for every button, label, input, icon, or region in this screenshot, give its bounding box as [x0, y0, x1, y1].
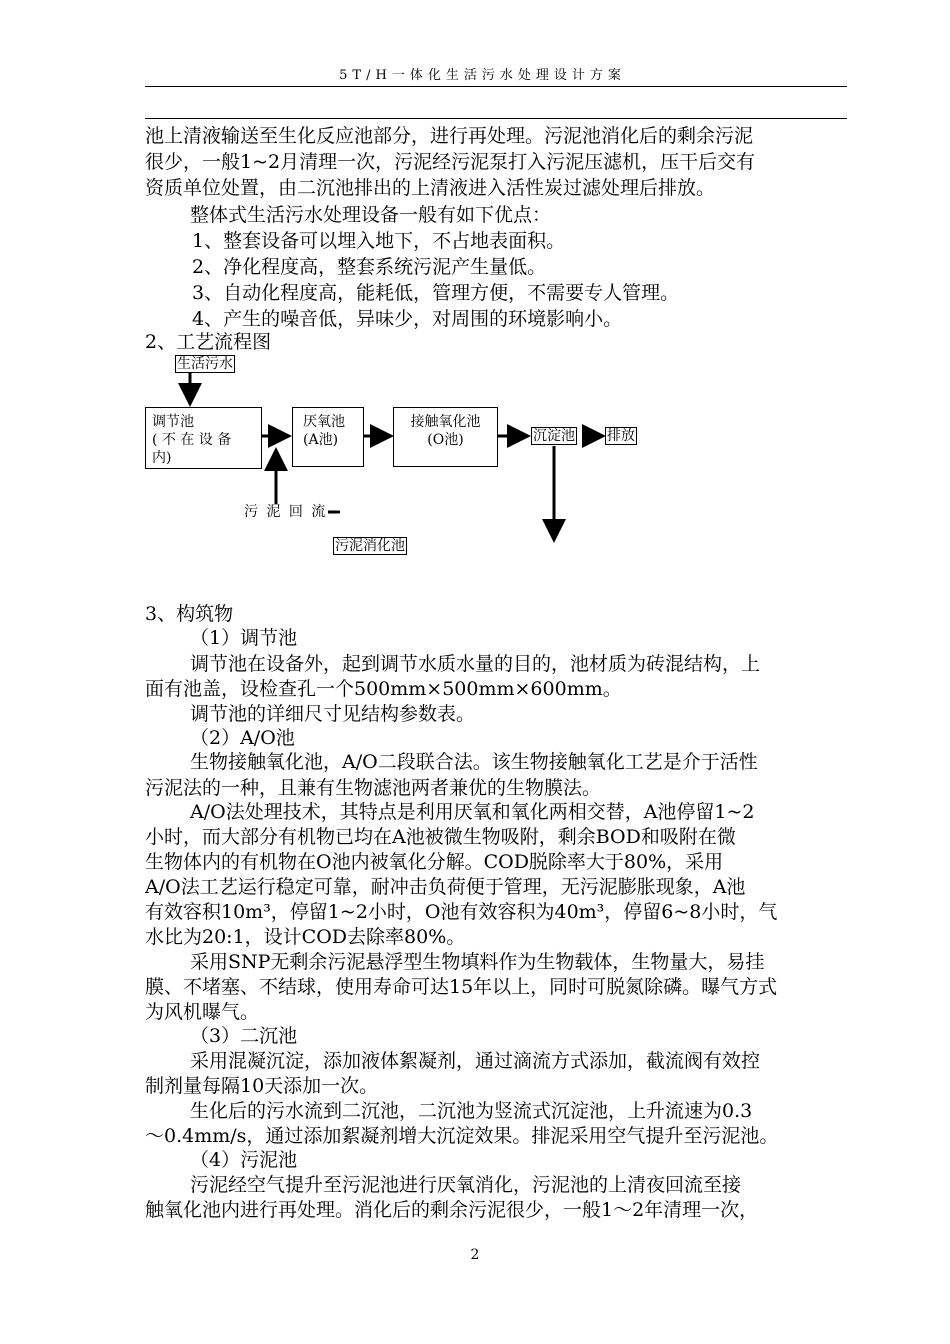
subsection-heading: （4）污泥池	[190, 1149, 298, 1171]
body-line: 采用混凝沉淀，添加液体絮凝剂，通过滴流方式添加，截流阀有效控	[190, 1050, 761, 1072]
body-line: 池上清液输送至生化反应池部分，进行再处理。污泥池消化后的剩余污泥	[145, 125, 754, 147]
section-heading: 2、工艺流程图	[145, 331, 272, 353]
body-line: 水比为20:1，设计COD去除率80%。	[145, 926, 466, 948]
advantage-item: 4、产生的噪音低，异味少，对周围的环境影响小。	[192, 308, 623, 330]
body-line: 很少，一般1~2月清理一次，污泥经污泥泵打入污泥压滤机，压干后交有	[145, 151, 756, 173]
body-line: 污泥经空气提升至污泥池进行厌氧消化，污泥池的上清夜回流至接	[190, 1174, 742, 1196]
advantage-item: 3、自动化程度高，能耗低，管理方便，不需要专人管理。	[192, 282, 680, 304]
subsection-heading: （3）二沉池	[190, 1025, 298, 1047]
body-line: A/O法处理技术，其特点是利用厌氧和氧化两相交替，A池停留1~2	[190, 801, 755, 823]
body-line: ～0.4mm/s，通过添加絮凝剂增大沉淀效果。排泥采用空气提升至污泥池。	[145, 1125, 779, 1147]
body-line: 有效容积10m³，停留1~2小时，O池有效容积为40m³，停留6~8小时，气	[145, 901, 778, 923]
section-heading: 3、构筑物	[145, 603, 234, 625]
body-line: 小时，而大部分有机物已均在A池被微生物吸附，剩余BOD和吸附在微	[145, 826, 736, 848]
body-line: 调节池在设备外，起到调节水质水量的目的，池材质为砖混结构，上	[190, 653, 761, 675]
body-line: 膜、不堵塞、不结球，使用寿命可达15年以上，同时可脱氮除磷。曝气方式	[145, 976, 778, 998]
flow-box-contact-oxidation-tank	[393, 407, 498, 467]
body-line: 生物接触氧化池，A/O二段联合法。该生物接触氧化工艺是介于活性	[190, 751, 758, 773]
flow-box-anaerobic-tank	[292, 407, 364, 467]
box-line: 内)	[152, 450, 172, 466]
flow-settling-label: 沉淀池	[533, 428, 575, 444]
advantage-item: 2、净化程度高，整套系统污泥产生量低。	[192, 256, 547, 278]
box-line: ( 不 在 设 备	[152, 432, 232, 448]
body-line: 采用SNP无剩余污泥悬浮型生物填料作为生物载体，生物量大，易挂	[190, 951, 765, 973]
subsection-heading: （1）调节池	[190, 627, 298, 649]
flow-input-label: 生活污水	[177, 356, 233, 372]
subsection-heading: （2）A/O池	[190, 727, 295, 749]
body-line: 整体式生活污水处理设备一般有如下优点：	[190, 204, 552, 226]
body-line: 为风机曝气。	[145, 1001, 260, 1023]
body-line: 触氧化池内进行再处理。消化后的剩余污泥很少，一般1～2年清理一次，	[145, 1199, 759, 1221]
box-line: 接触氧化池	[410, 414, 481, 430]
body-line: 资质单位处置，由二沉池排出的上清液进入活性炭过滤处理后排放。	[145, 177, 716, 199]
box-line: (O池)	[427, 432, 464, 448]
flow-discharge-label: 排放	[607, 428, 635, 444]
box-line: 调节池	[152, 414, 194, 430]
box-line: (A池)	[303, 432, 339, 448]
body-line: 生化后的污水流到二沉池，二沉池为竖流式沉淀池，上升流速为0.3	[190, 1100, 753, 1122]
box-line: 厌氧池	[303, 414, 345, 430]
page-number: 2	[470, 1247, 480, 1263]
body-line: 制剂量每隔10天添加一次。	[145, 1075, 379, 1097]
flow-sludge-digest-label: 污泥消化池	[335, 538, 405, 554]
body-line: 面有池盖，设检查孔一个500mm×500mm×600mm。	[145, 678, 622, 700]
body-line: 污泥法的一种，且兼有生物滤池两者兼优的生物膜法。	[145, 777, 602, 799]
body-line: 调节池的详细尺寸见结构参数表。	[190, 703, 476, 725]
body-line: A/O法工艺运行稳定可靠，耐冲击负荷便于管理，无污泥膨胀现象，A池	[145, 876, 746, 898]
flow-sludge-return-label: 污 泥 回 流	[244, 504, 328, 520]
header-title: 5T/H一体化生活污水处理设计方案	[339, 68, 626, 83]
flow-box-regulating-tank	[145, 407, 262, 469]
body-line: 生物体内的有机物在O池内被氧化分解。COD脱除率大于80%，采用	[145, 851, 724, 873]
advantage-item: 1、整套设备可以埋入地下，不占地表面积。	[192, 230, 566, 252]
